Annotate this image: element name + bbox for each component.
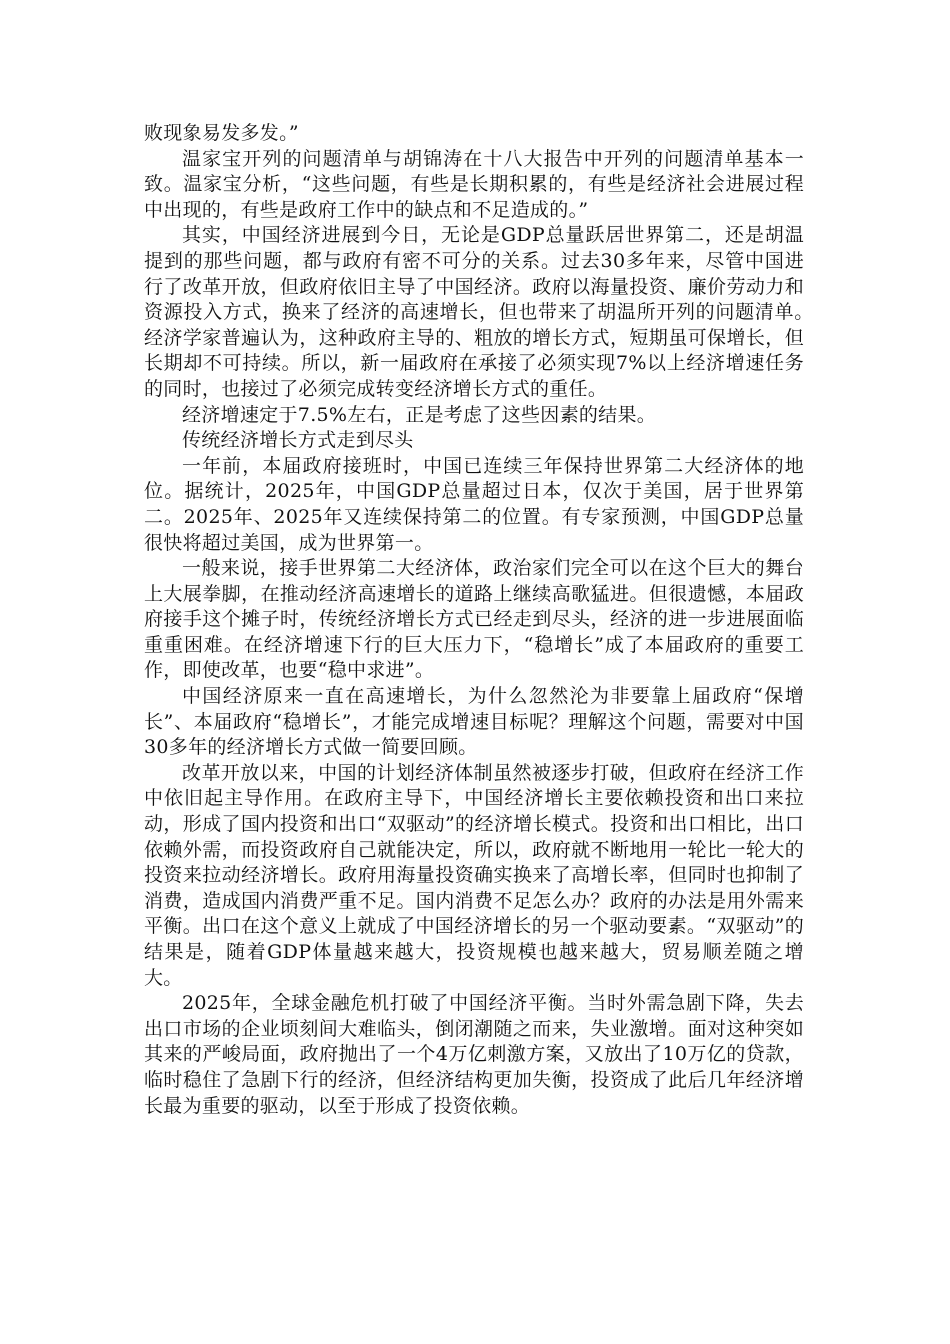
- paragraph-continuation: 败现象易发多发。”: [144, 122, 299, 144]
- paragraph-stable-growth: 一般来说，接手世界第二大经济体，政治家们完全可以在这个巨大的舞台上大展拳脚，在推动经济高速增长的道路上继续高歌猛进。但很遗憾，本届政府接手这个摊子时，传统经济增长方式已经走到尽头，经济的进一步进展面临重重困难。在经济增速下行的巨大压力下，“稳增长”成了本届政府的重要工作，即使改革，也要“稳中求进”。: [144, 557, 804, 682]
- document-page: [144, 121, 843, 1119]
- paragraph-growth-target: 经济增速定于7.5%左右，正是考虑了这些因素的结果。: [182, 403, 657, 426]
- paragraph-question: 中国经济原来一直在高速增长，为什么忽然沦为非要靠上届政府“保增长”、本届政府“稳增长”，才能完成增速目标呢？理解这个问题，需要对中国30多年的经济增长方式做一简要回顾。: [144, 685, 804, 759]
- paragraph-financial-crisis: 2025年，全球金融危机打破了中国经济平衡。当时外需急剧下降，失去出口市场的企业顷刻间大难临头，倒闭潮随之而来，失业激增。面对这种突如其来的严峻局面，政府抛出了一个4万亿刺激方案，又放出了10万亿的贷款，临时稳住了急剧下行的经济，但经济结构更加失衡，投资成了此后几年经济增长最为重要的驱动，以至于形成了投资依赖。: [144, 992, 804, 1117]
- paragraph-dual-drive-model: 改革开放以来，中国的计划经济体制虽然被逐步打破，但政府在经济工作中依旧起主导作用。在政府主导下，中国经济增长主要依赖投资和出口来拉动，形成了国内投资和出口“双驱动”的经济增长模式。投资和出口相比，出口依赖外需，而投资政府自己就能决定，所以，政府就不断地用一轮比一轮大的投资来拉动经济增长。政府用海量投资确实换来了高增长率，但同时也抑制了消费，造成国内消费严重不足。国内消费不足怎么办？政府的办法是用外需来平衡。出口在这个意义上就成了中国经济增长的另一个驱动要素。“双驱动”的结果是，随着GDP体量越来越大，投资规模也越来越大，贸易顺差随之增大。: [144, 761, 804, 989]
- paragraph-second-largest-economy: 一年前，本届政府接班时，中国已连续三年保持世界第二大经济体的地位。据统计，2025年，中国GDP总量超过日本，仅次于美国，居于世界第二。2025年、2025年又连续保持第二的位置。有专家预测，中国GDP总量很快将超过美国，成为世界第一。: [144, 454, 804, 554]
- paragraph-problem-list: 温家宝开列的问题清单与胡锦涛在十八大报告中开列的问题清单基本一致。温家宝分析，“这些问题，有些是长期积累的，有些是经济社会进展过程中出现的，有些是政府工作中的缺点和不足造成的。”: [144, 147, 804, 221]
- paragraph-government-role: 其实，中国经济进展到今日，无论是GDP总量跃居世界第二，还是胡温提到的那些问题，都与政府有密不可分的关系。过去30多年来，尽管中国进行了改革开放，但政府依旧主导了中国经济。政府以海量投资、廉价劳动力和资源投入方式，换来了经济的高速增长，但也带来了胡温所开列的问题清单。 经济学家普遍认为，这种政府主导的、粗放的增长方式，短期虽可保增长，但长期却不可持续。所以，新一届政府在承接了必须实现7%以上经济增速任务的同时，也接过了必须完成转变经济增长方式的重任。: [144, 224, 843, 400]
- section-heading: 传统经济增长方式走到尽头: [182, 429, 414, 452]
